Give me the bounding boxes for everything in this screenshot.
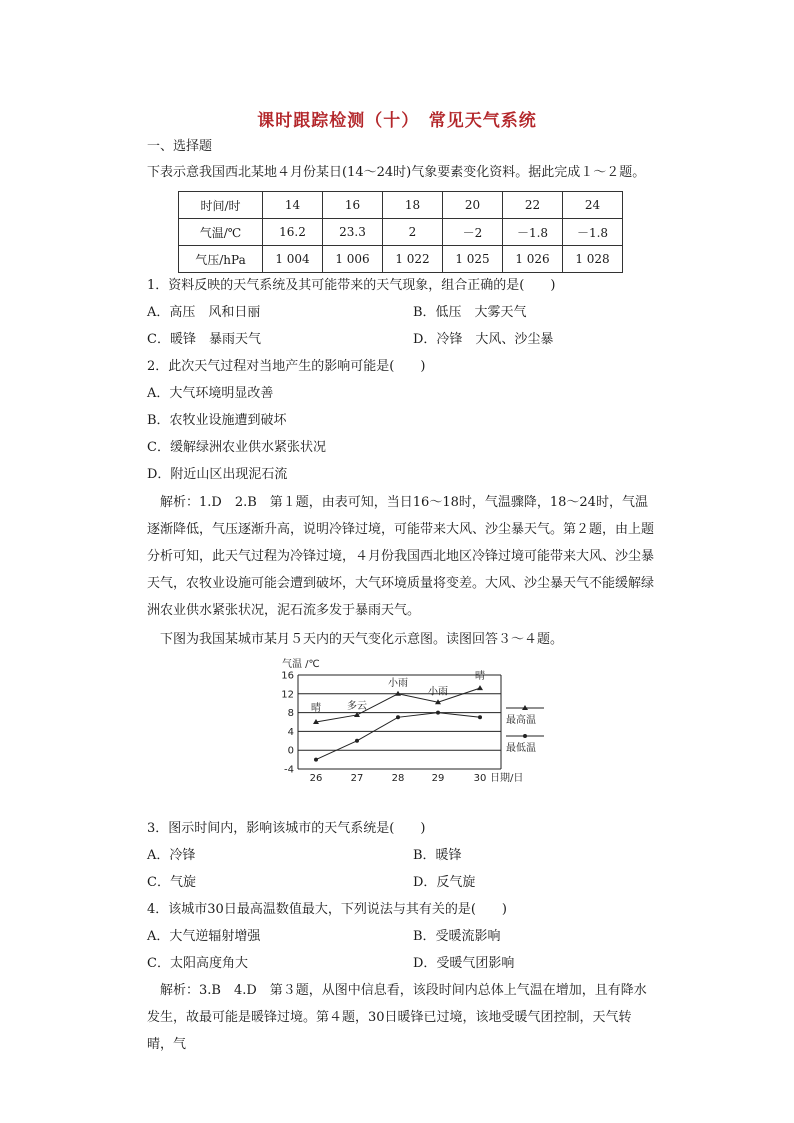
- x-tick-label: 30: [473, 773, 487, 784]
- q4-option-a: A．大气逆辐射增强: [147, 929, 261, 944]
- table-cell: 1 025: [443, 246, 503, 273]
- intro-text-2: 下图为我国某城市某月５天内的天气变化示意图。读图回答３～４题。: [160, 632, 564, 647]
- weather-data-table: [178, 191, 623, 273]
- x-axis-label: 日期/日: [490, 773, 524, 784]
- weather-label: 晴: [475, 671, 485, 683]
- table-row-header: 气温/℃: [179, 219, 263, 246]
- data-point-min: [314, 758, 318, 762]
- y-tick-label: 16: [281, 670, 294, 682]
- q4-option-d: D．受暖气团影响: [413, 956, 515, 971]
- q2-option-b: B．农牧业设施遭到破坏: [147, 413, 287, 428]
- q3-option-b: B．暖锋: [413, 848, 462, 863]
- table-cell: 1 004: [263, 246, 323, 273]
- y-tick-label: 12: [281, 689, 294, 701]
- y-tick-label: 0: [287, 745, 294, 757]
- question-3-stem: 3．图示时间内，影响该城市的天气系统是( ): [147, 821, 426, 836]
- table-cell: 2: [383, 219, 443, 246]
- q1-option-d: D．冷锋 大风、沙尘暴: [413, 332, 554, 347]
- table-row-header: 气压/hPa: [179, 246, 263, 273]
- page-title: 课时跟踪检测（十） 常见天气系统: [257, 111, 537, 131]
- data-point-min: [355, 739, 359, 743]
- q3-option-d: D．反气旋: [413, 875, 476, 890]
- data-point-min: [436, 711, 440, 715]
- table-cell: 1 022: [383, 246, 443, 273]
- weather-label: 小雨: [388, 677, 408, 689]
- table-cell: 23.3: [323, 219, 383, 246]
- weather-label: 多云: [347, 700, 367, 712]
- q3-option-c: C．气旋: [147, 875, 196, 890]
- data-point-max: [477, 685, 483, 690]
- question-1-stem: 1．资料反映的天气系统及其可能带来的天气现象，组合正确的是( ): [147, 278, 556, 293]
- legend-label: 最高温: [506, 715, 536, 726]
- weather-label: 晴: [311, 703, 321, 714]
- table-cell: 18: [383, 192, 443, 219]
- y-axis-label: 气温 /℃: [282, 659, 320, 670]
- weather-label: 小雨: [428, 686, 448, 698]
- q2-option-c: C．缓解绿洲农业供水紧张状况: [147, 440, 326, 455]
- table-cell: 16.2: [263, 219, 323, 246]
- table-cell: 24: [563, 192, 623, 219]
- section-heading: 一、选择题: [147, 139, 213, 154]
- data-point-min: [478, 715, 482, 719]
- table-cell: 16: [323, 192, 383, 219]
- y-tick-label: 4: [287, 726, 294, 738]
- table-cell: 20: [443, 192, 503, 219]
- table-cell: 1 028: [563, 246, 623, 273]
- table-cell: －1.8: [563, 219, 623, 246]
- q4-option-b: B．受暖流影响: [413, 929, 501, 944]
- table-row: [179, 246, 623, 273]
- question-4-stem: 4．该城市30日最高温数值最大，下列说法与其有关的是( ): [147, 902, 507, 917]
- chart-series: [311, 669, 544, 761]
- legend-marker: [523, 734, 527, 738]
- table-cell: 14: [263, 192, 323, 219]
- table-cell: －1.8: [503, 219, 563, 246]
- q1-option-a: A．高压 风和日丽: [147, 305, 261, 320]
- table-row: [179, 219, 623, 246]
- q1-option-c: C．暖锋 暴雨天气: [147, 332, 261, 347]
- q1-option-b: B．低压 大雾天气: [413, 305, 527, 320]
- y-tick-label: 8: [287, 708, 294, 720]
- table-cell: 1 026: [503, 246, 563, 273]
- x-tick-label: 27: [350, 773, 364, 784]
- x-tick-label: 28: [391, 773, 405, 784]
- series-line-min: [316, 713, 480, 760]
- q3-option-a: A．冷锋: [147, 848, 196, 863]
- question-2-stem: 2．此次天气过程对当地产生的影响可能是( ): [147, 359, 426, 374]
- table-row-header: 时间/时: [179, 192, 263, 219]
- y-tick-label: -4: [284, 764, 294, 776]
- data-point-min: [396, 715, 400, 719]
- legend-label: 最低温: [506, 743, 536, 754]
- x-tick-label: 29: [431, 773, 445, 784]
- analysis-2: 解析：3.B 4.D 第３题，从图中信息看，该段时间内总体上气温在增加，且有降水发生，故最可能是暖锋过境。第４题，30日暖锋已过境，该地受暖气团控制，天气转晴，气: [147, 983, 647, 1052]
- table-cell: 1 006: [323, 246, 383, 273]
- table-cell: －2: [443, 219, 503, 246]
- table-row: [179, 192, 623, 219]
- q4-option-c: C．太阳高度角大: [147, 956, 248, 971]
- q2-option-d: D．附近山区出现泥石流: [147, 467, 288, 482]
- table-cell: 22: [503, 192, 563, 219]
- q2-option-a: A．大气环境明显改善: [147, 386, 274, 401]
- x-tick-label: 26: [309, 773, 323, 784]
- temperature-chart: [270, 655, 570, 785]
- analysis-1: 解析：1.D 2.B 第１题，由表可知，当日16～18时，气温骤降，18～24时，气温逐渐降低，气压逐渐升高，说明冷锋过境，可能带来大风、沙尘暴天气。第２题，由上题分析可知，此天气过程为冷锋过境，４月份我国西北地区冷锋过境可能带来大风、沙尘暴天气，农牧业设施可能会遭到破坏，大气环境质量将变差。大风、沙尘暴天气不能缓解绿洲农业供水紧张状况，泥石流多发于暴雨天气。: [147, 495, 655, 618]
- intro-text-1: 下表示意我国西北某地４月份某日(14～24时)气象要素变化资料。据此完成１～２题。: [147, 165, 646, 180]
